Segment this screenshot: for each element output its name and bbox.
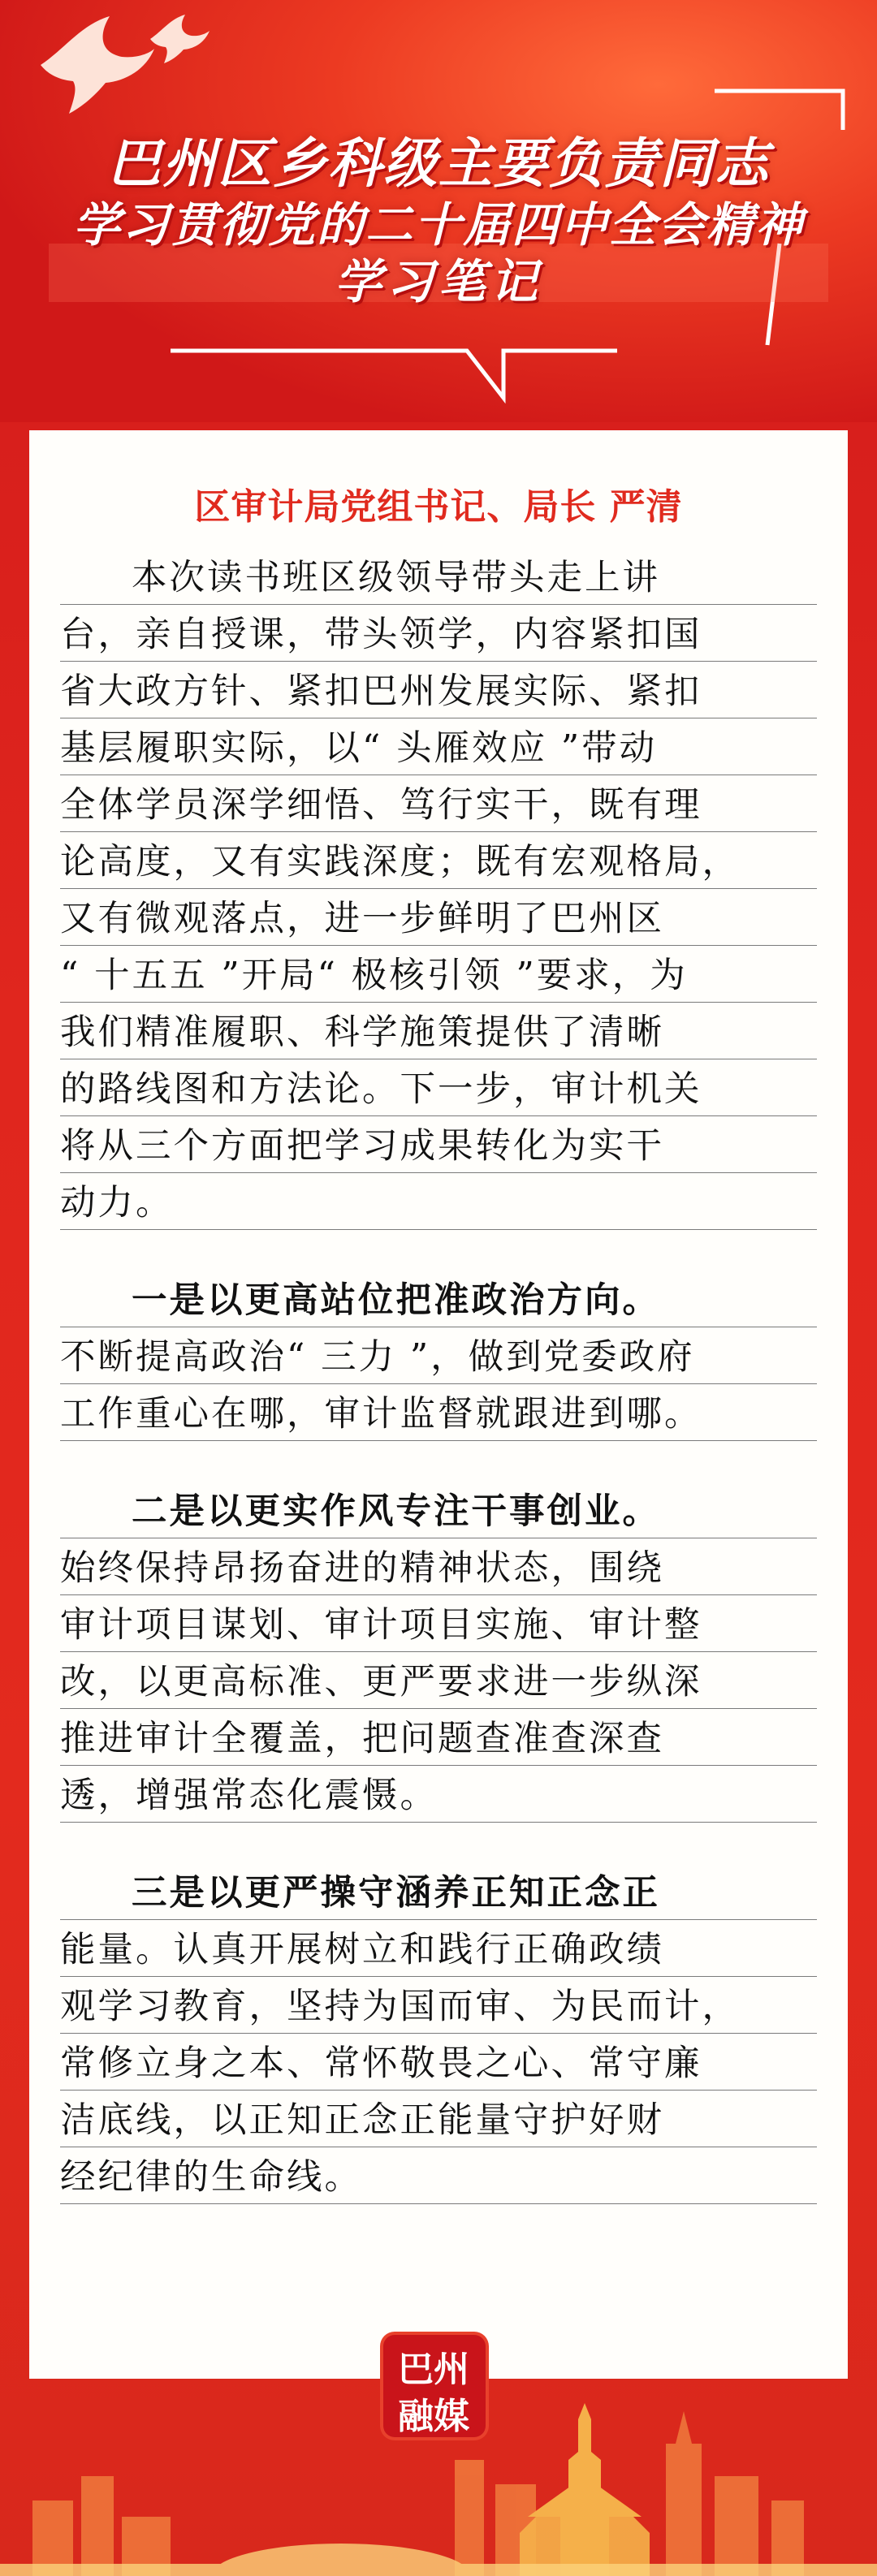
- text-line: 台，亲自授课，带头领学，内容紧扣国: [60, 609, 817, 662]
- logo-text-bottom: 融媒: [398, 2396, 469, 2437]
- text-line: 能量。认真开展树立和践行正确政绩: [60, 1924, 817, 1977]
- text-line: 的路线图和方法论。下一步，审计机关: [60, 1064, 817, 1116]
- text-line: 透，增强常态化震慑。: [60, 1770, 817, 1823]
- section-heading: 三是以更严操守涵养正知正念正: [60, 1867, 817, 1920]
- text-line: 论高度，又有实践深度；既有宏观格局，: [60, 836, 817, 889]
- text-line: 审计项目谋划、审计项目实施、审计整: [60, 1599, 817, 1652]
- article-card: [29, 430, 848, 2379]
- title-line-3: 学习笔记: [334, 254, 542, 309]
- text-line: “ 十五五 ”开局“ 极核引领 ”要求，为: [60, 950, 817, 1003]
- author-title: 区审计局党组书记、局长 严清: [194, 486, 683, 528]
- section-heading: 一是以更高站位把准政治方向。: [60, 1275, 817, 1327]
- brand-logo: [383, 2335, 486, 2437]
- title-line-1: 巴州区乡科级主要负责同志: [107, 132, 770, 195]
- text-line: 省大政方针、紧扣巴州发展实际、紧扣: [60, 666, 817, 718]
- text-line: 将从三个方面把学习成果转化为实干: [60, 1120, 817, 1173]
- text-line: 经纪律的生命线。: [60, 2151, 817, 2204]
- text-line: 常修立身之本、常怀敬畏之心、常守廉: [60, 2038, 817, 2091]
- text-line: 改，以更高标准、更严要求进一步纵深: [60, 1656, 817, 1709]
- text-line: 又有微观落点，进一步鲜明了巴州区: [60, 893, 817, 946]
- text-line: 推进审计全覆盖，把问题查准查深查: [60, 1713, 817, 1766]
- section-heading: 二是以更实作风专注干事创业。: [60, 1486, 817, 1538]
- text-line: 始终保持昂扬奋进的精神状态，围绕: [60, 1543, 817, 1595]
- text-line: 观学习教育，坚持为国而审、为民而计，: [60, 1981, 817, 2034]
- title-line-2: 学习贯彻党的二十届四中全会精神: [72, 197, 804, 252]
- text-line: 基层履职实际，以“ 头雁效应 ”带动: [60, 723, 817, 775]
- text-line: 洁底线，以正知正念正能量守护好财: [60, 2095, 817, 2147]
- text-line: 工作重心在哪，审计监督就跟进到哪。: [60, 1388, 817, 1441]
- logo-text-top: 巴州: [398, 2349, 469, 2390]
- text-line: 动力。: [60, 1177, 817, 1230]
- text-line: 全体学员深学细悟、笃行实干，既有理: [60, 779, 817, 832]
- text-line: 本次读书班区级领导带头走上讲: [60, 552, 817, 605]
- text-line: 我们精准履职、科学施策提供了清晰: [60, 1007, 817, 1059]
- text-line: 不断提高政治“ 三力 ”，做到党委政府: [60, 1331, 817, 1384]
